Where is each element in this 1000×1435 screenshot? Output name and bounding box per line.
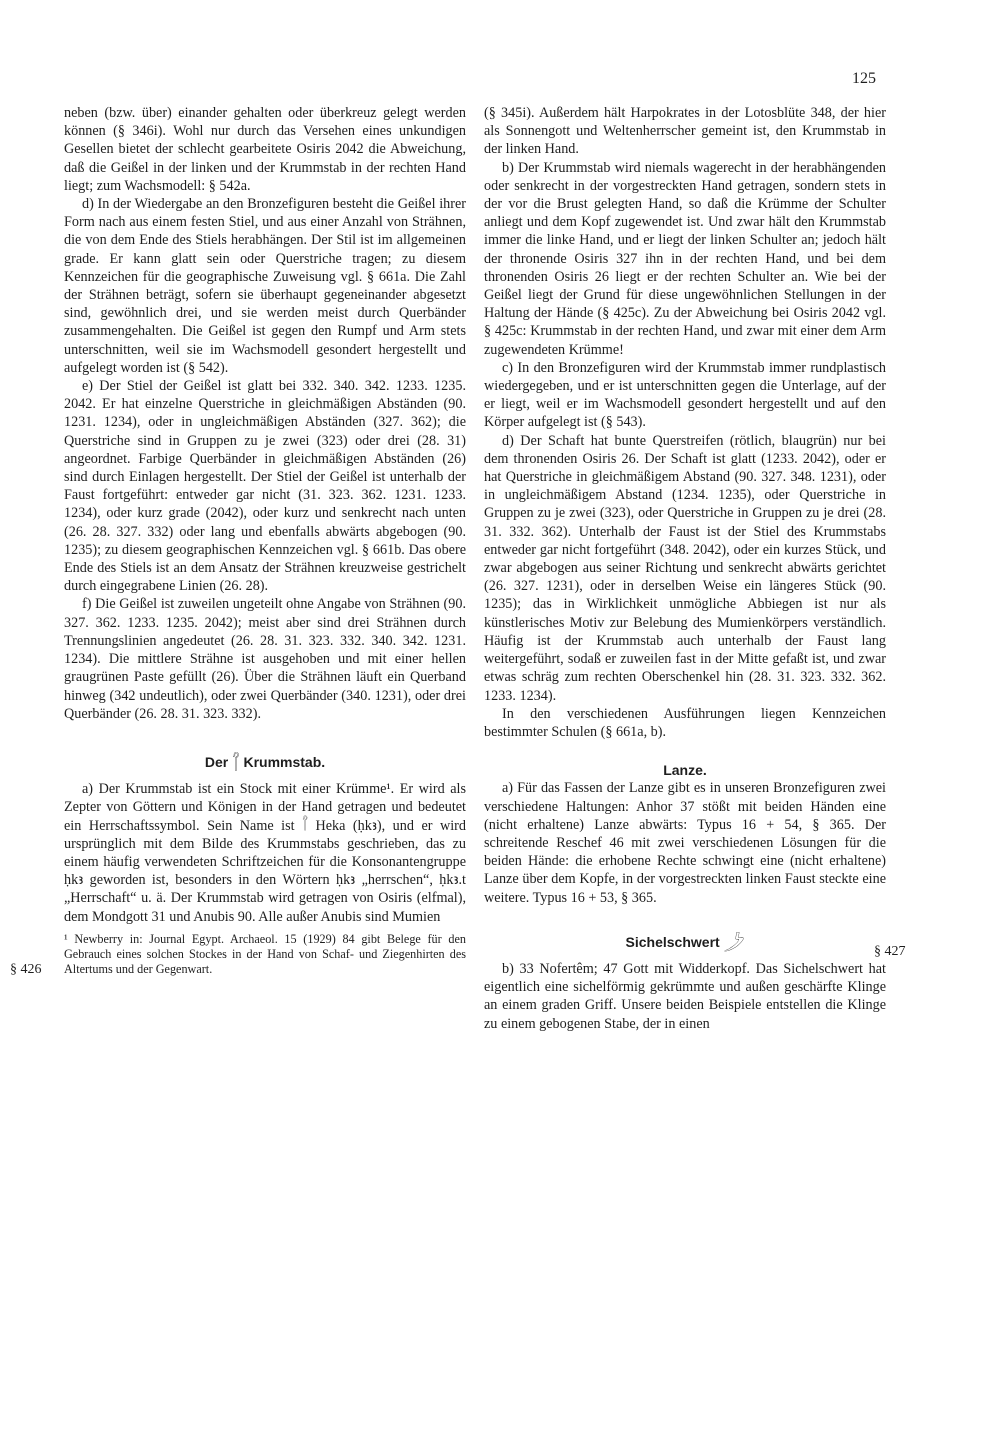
footnote: ¹ Newberry in: Journal Egypt. Archaeol. 15 (1929) 84 gibt Belege für den Gebrauch eines solchen Stockes in der Hand von Schaf- und Ziegenhirten des Altertums und der Gegenwart. [64, 931, 466, 977]
left-paragraph-e: e) Der Stiel der Geißel ist glatt bei 332. 340. 342. 1233. 1235. 2042. Er hat einzelne Querstriche in gleichmäßigen Abständen (90. 1231. 1234), oder in ungleichmäßigen Abständen (327. 362); die Querstriche sind in Gruppen zu je zwei (323) oder drei (28. 31) angeordnet. Farbige Querbänder in gleichmäßigen Abständen (26) sind durch Einlagen hergestellt. Der Stiel der Geißel ist unterhalb der Faust fortgeführt: entweder gar nicht (31. 323. 362. 1231. 1233. 1234), oder kurz grade (2042), oder kurz und senkrecht nach unten (26. 28. 327. 332) oder lang und ebenfalls abwärts abgebogen (90. 1235); zu diesem geographischen Kennzeichen vgl. § 661b. Das obere Ende des Stiels ist an dem Ansatz der Strähnen kreuzweise gestrichelt durch eingegrabene Linien (26. 28). [64, 378, 466, 595]
crook-glyph-icon: 𓋾 [232, 753, 240, 775]
right-paragraph-d: d) Der Schaft hat bunte Querstreifen (rötlich, blaugrün) nur bei dem thronenden Osiris 26. Der Schaft ist glatt (1233. 2042), oder er hat Querstriche in gleichmäßigem Abstand (90. 327. 348. 1231), oder in ungleichmäßigem Abstand (1234. 1235), oder Querstriche in Gruppen zu je zwei (323), oder Querstriche in Gruppen zu je drei (28. 31. 332. 362). Unterhalb der Faust ist der Stiel des Krummstabs entweder gar nicht fortgeführt (348. 2042), oder ein kurzes Stück, und zwar abgebogen aus seiner Richtung und senkrecht abwärts gerichtet (26. 327. 1231), oder in derselben Weise ein längeres Stück (90. 1235); das in Wirklichkeit unmögliche Abbiegen ist nur als künstlerisches Motiv zur Belebung des Mumienkörpers verständlich. Häufig ist der Krummstab auch unterhalb der Faust lang weitergeführt, sodaß er zuweilen fast in der Mitte gefaßt ist, und zwar etwas schräg zum rechten Oberschenkel hin (28. 31. 323. 332. 362. 1233. 1234). [484, 432, 886, 704]
lanze-heading: Lanze. [663, 762, 707, 779]
right-paragraph-schools: In den verschiedenen Ausführungen liegen Kennzeichen bestimmter Schulen (§ 661a, b). [484, 705, 886, 740]
right-column [484, 104, 886, 1033]
krummstab-paragraph-a: a) Der Krummstab ist ein Stock mit einer Krümme¹. Er wird als Zepter von Göttern und Königen in der Hand getragen und bedeutet ein Herrschaftssymbol. Sein Name ist 𓋾 Heka (ḥkꜣ), und er wird ursprünglich mit dem Bilde des Krummstabs geschrieben, das zu einem häufig verwendeten Schriftzeichen für die Konsonantengruppe ḥkꜣ geworden ist, besonders in den Wörtern ḥkꜣ „herrschen“, ḥkꜣ.t „Herrschaft“ u. ä. Der Krummstab wird getragen von Osiris (elfmal), dem Mondgott 31 und Anubis 90. Alle außer Anubis sind Mumien [64, 781, 466, 925]
sichel-paragraph: b) 33 Nofertêm; 47 Gott mit Widderkopf. Das Sichelschwert hat eigentlich eine sichelförmig gekrümmte und außen geschärfte Klinge an einem graden Griff. Unsere beiden Beispiele entstellen die Klinge zu einem gebogenen Stabe, der in einen [484, 960, 886, 1032]
lanze-paragraph: a) Für das Fassen der Lanze gibt es in unseren Bronzefiguren zwei verschiedene Haltungen: Anhor 37 stößt mit beiden Händen eine (nicht erhaltene) Lanze abwärts: Typus 16 + 54, § 365. Der schreitende Reschef 46 mit zwei verschiedenen Lösungen für die beiden Hände: die erhobene Rechte schwingt eine (nicht erhaltene) Lanze über dem Kopfe, in der vorgestreckten linken Faust steckte eine weitere. Typus 16 + 53, § 365. [484, 780, 886, 906]
section-mark-427: § 427 [874, 944, 906, 959]
left-paragraph-1: neben (bzw. über) einander gehalten oder überkreuz gelegt werden können (§ 346i). Wohl nur durch das Versehen eines unkundigen Gesellen bietet der schlecht gearbeitete Osiris 2042 die Abweichung, daß die Geißel in der linken und der Krummstab in der rechten Hand liegt; zum Wachsmodell: § 542a. [64, 105, 466, 194]
left-paragraph-f: f) Die Geißel ist zuweilen ungeteilt ohne Angabe von Strähnen (90. 327. 362. 1233. 1235. 2042); meist aber sind drei Strähnen durch Trennungslinien angedeutet (26. 28. 31. 323. 332. 340. 342. 1231. 1234). Die mittlere Strähne ist ausgehoben und mit einer hellen graugrünen Paste gefüllt (26). Über die Strähnen läuft ein Querband hinweg (342 undeutlich), oder zwei Querbänder (340. 1231), oder drei Querbänder (26. 28. 31. 323. 332). [64, 596, 466, 722]
sickle-sword-glyph-icon: 𓌳 [723, 933, 745, 955]
left-column [64, 104, 466, 977]
right-paragraph-1: (§ 345i). Außerdem hält Harpokrates in der Lotosblüte 348, der hier als Sonnengott und Weltenherrscher gemeint ist, den Krummstab in der linken Hand. [484, 105, 886, 158]
heading-krummstab: Krummstab. [243, 753, 326, 770]
section-mark-426: § 426 [10, 962, 42, 977]
right-paragraph-b: b) Der Krummstab wird niemals wagerecht in der herabhängenden oder senkrecht in der vorgestreckten Hand getragen, sondern stets in der vor die Brust gelegten Hand, so daß die Krümme der Schulter anliegt und dem Kopf zugewendet ist. Und zwar hält den Krummstab immer die linke Hand, und er liegt der linken Schulter an; jedoch hält der thronende Osiris 327 ihn in der rechten Hand, und bei dem thronenden Osiris 26 liegt er der rechten Schulter an. Wie bei der Geißel liegt der Grund für diese ungewöhnlichen Stellungen in der Haltung der Hände (§ 425c). Zu der Abweichung bei Osiris 2042 vgl. § 425c: Krummstab in der rechten Hand, und zwar mit einer dem Arm zugewendeten Krümme! [484, 159, 886, 358]
left-paragraph-d: d) In der Wiedergabe an den Bronzefiguren besteht die Geißel ihrer Form nach aus einem festen Stiel, und aus einer Anzahl von Strähnen, die von dem Ende des Stiels herabhängen. Der Stil ist im allgemeinen grade. Er kann glatt sein oder Querstriche tragen; zu diesem Kennzeichen für die geographische Zuweisung vgl. § 661a. Die Zahl der Strähnen beträgt, sofern sie überhaupt gegeneinander abgesetzt sind, gewöhnlich drei, und sie werden meist durch Querbänder zusammengehalten. Die Geißel ist gegen den Rumpf und Arm stets unterschnitten, weil sie im Wachsmodell gesondert hergestellt und aufgelegt worden ist (§ 542). [64, 196, 466, 376]
sichelschwert-heading [484, 933, 886, 954]
heading-der: Der [204, 753, 229, 770]
sichel-heading-text: Sichelschwert [625, 933, 720, 950]
page-number: 125 [852, 70, 876, 87]
right-paragraph-c: c) In den Bronzefiguren wird der Krummstab immer rundplastisch wiedergegeben, und er ist unterschnitten gegen die Unterlage, auf der er liegt, weil er im Wachsmodell gesondert hergestellt und auf den Körper aufgelegt ist (§ 543). [484, 359, 886, 431]
krummstab-heading [64, 753, 466, 774]
